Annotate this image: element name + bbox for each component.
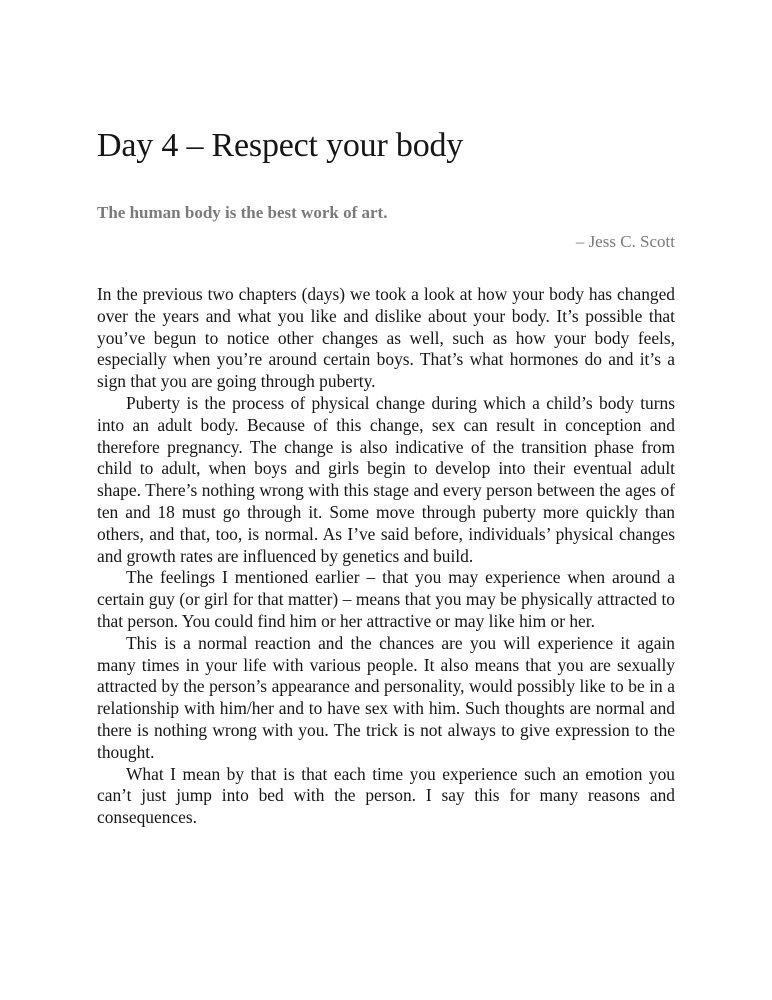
chapter-body	[97, 284, 675, 829]
chapter-title: Day 4 – Respect your body	[97, 127, 464, 164]
epigraph-attribution: – Jess C. Scott	[575, 232, 675, 251]
body-paragraph: In the previous two chapters (days) we took a look at how your body has changed over the years and what you like and dislike about your body. It’s possible that you’ve begun to notice other changes as well, such as how your body feels, especially when you’re around certain boys. That’s what hormones do and it’s a sign that you are going through puberty.	[97, 284, 675, 392]
body-paragraph: The feelings I mentioned earlier – that you may experience when around a certain guy (or girl for that matter) – means that you may be physically attracted to that person. You could find him or her attractive or may like him or her.	[97, 567, 675, 631]
body-paragraph: What I mean by that is that each time you experience such an emotion you can’t just jump into bed with the person. I say this for many reasons and consequences.	[97, 763, 675, 828]
body-paragraph: This is a normal reaction and the chances are you will experience it again many times in your life with various people. It also means that you are sexually attracted by the person’s appearance and personality, would possibly like to be in a relationship with him/her and to have sex with him. Such thoughts are normal and there is nothing wrong with you. The trick is not always to give expression to the thought.	[97, 632, 675, 762]
body-paragraph: Puberty is the process of physical change during which a child’s body turns into an adult body. Because of this change, sex can result in conception and therefore pregnancy. The change is also indicative of the transition phase from child to adult, when boys and girls begin to develop into their eventual adult shape. There’s nothing wrong with this stage and every person between the ages of ten and 18 must go through it. Some move through puberty more quickly than others, and that, too, is normal. As I’ve said before, individuals’ physical changes and growth rates are influenced by genetics and build.	[97, 392, 675, 566]
epigraph-quote: The human body is the best work of art.	[97, 203, 388, 222]
book-page	[97, 0, 675, 1000]
